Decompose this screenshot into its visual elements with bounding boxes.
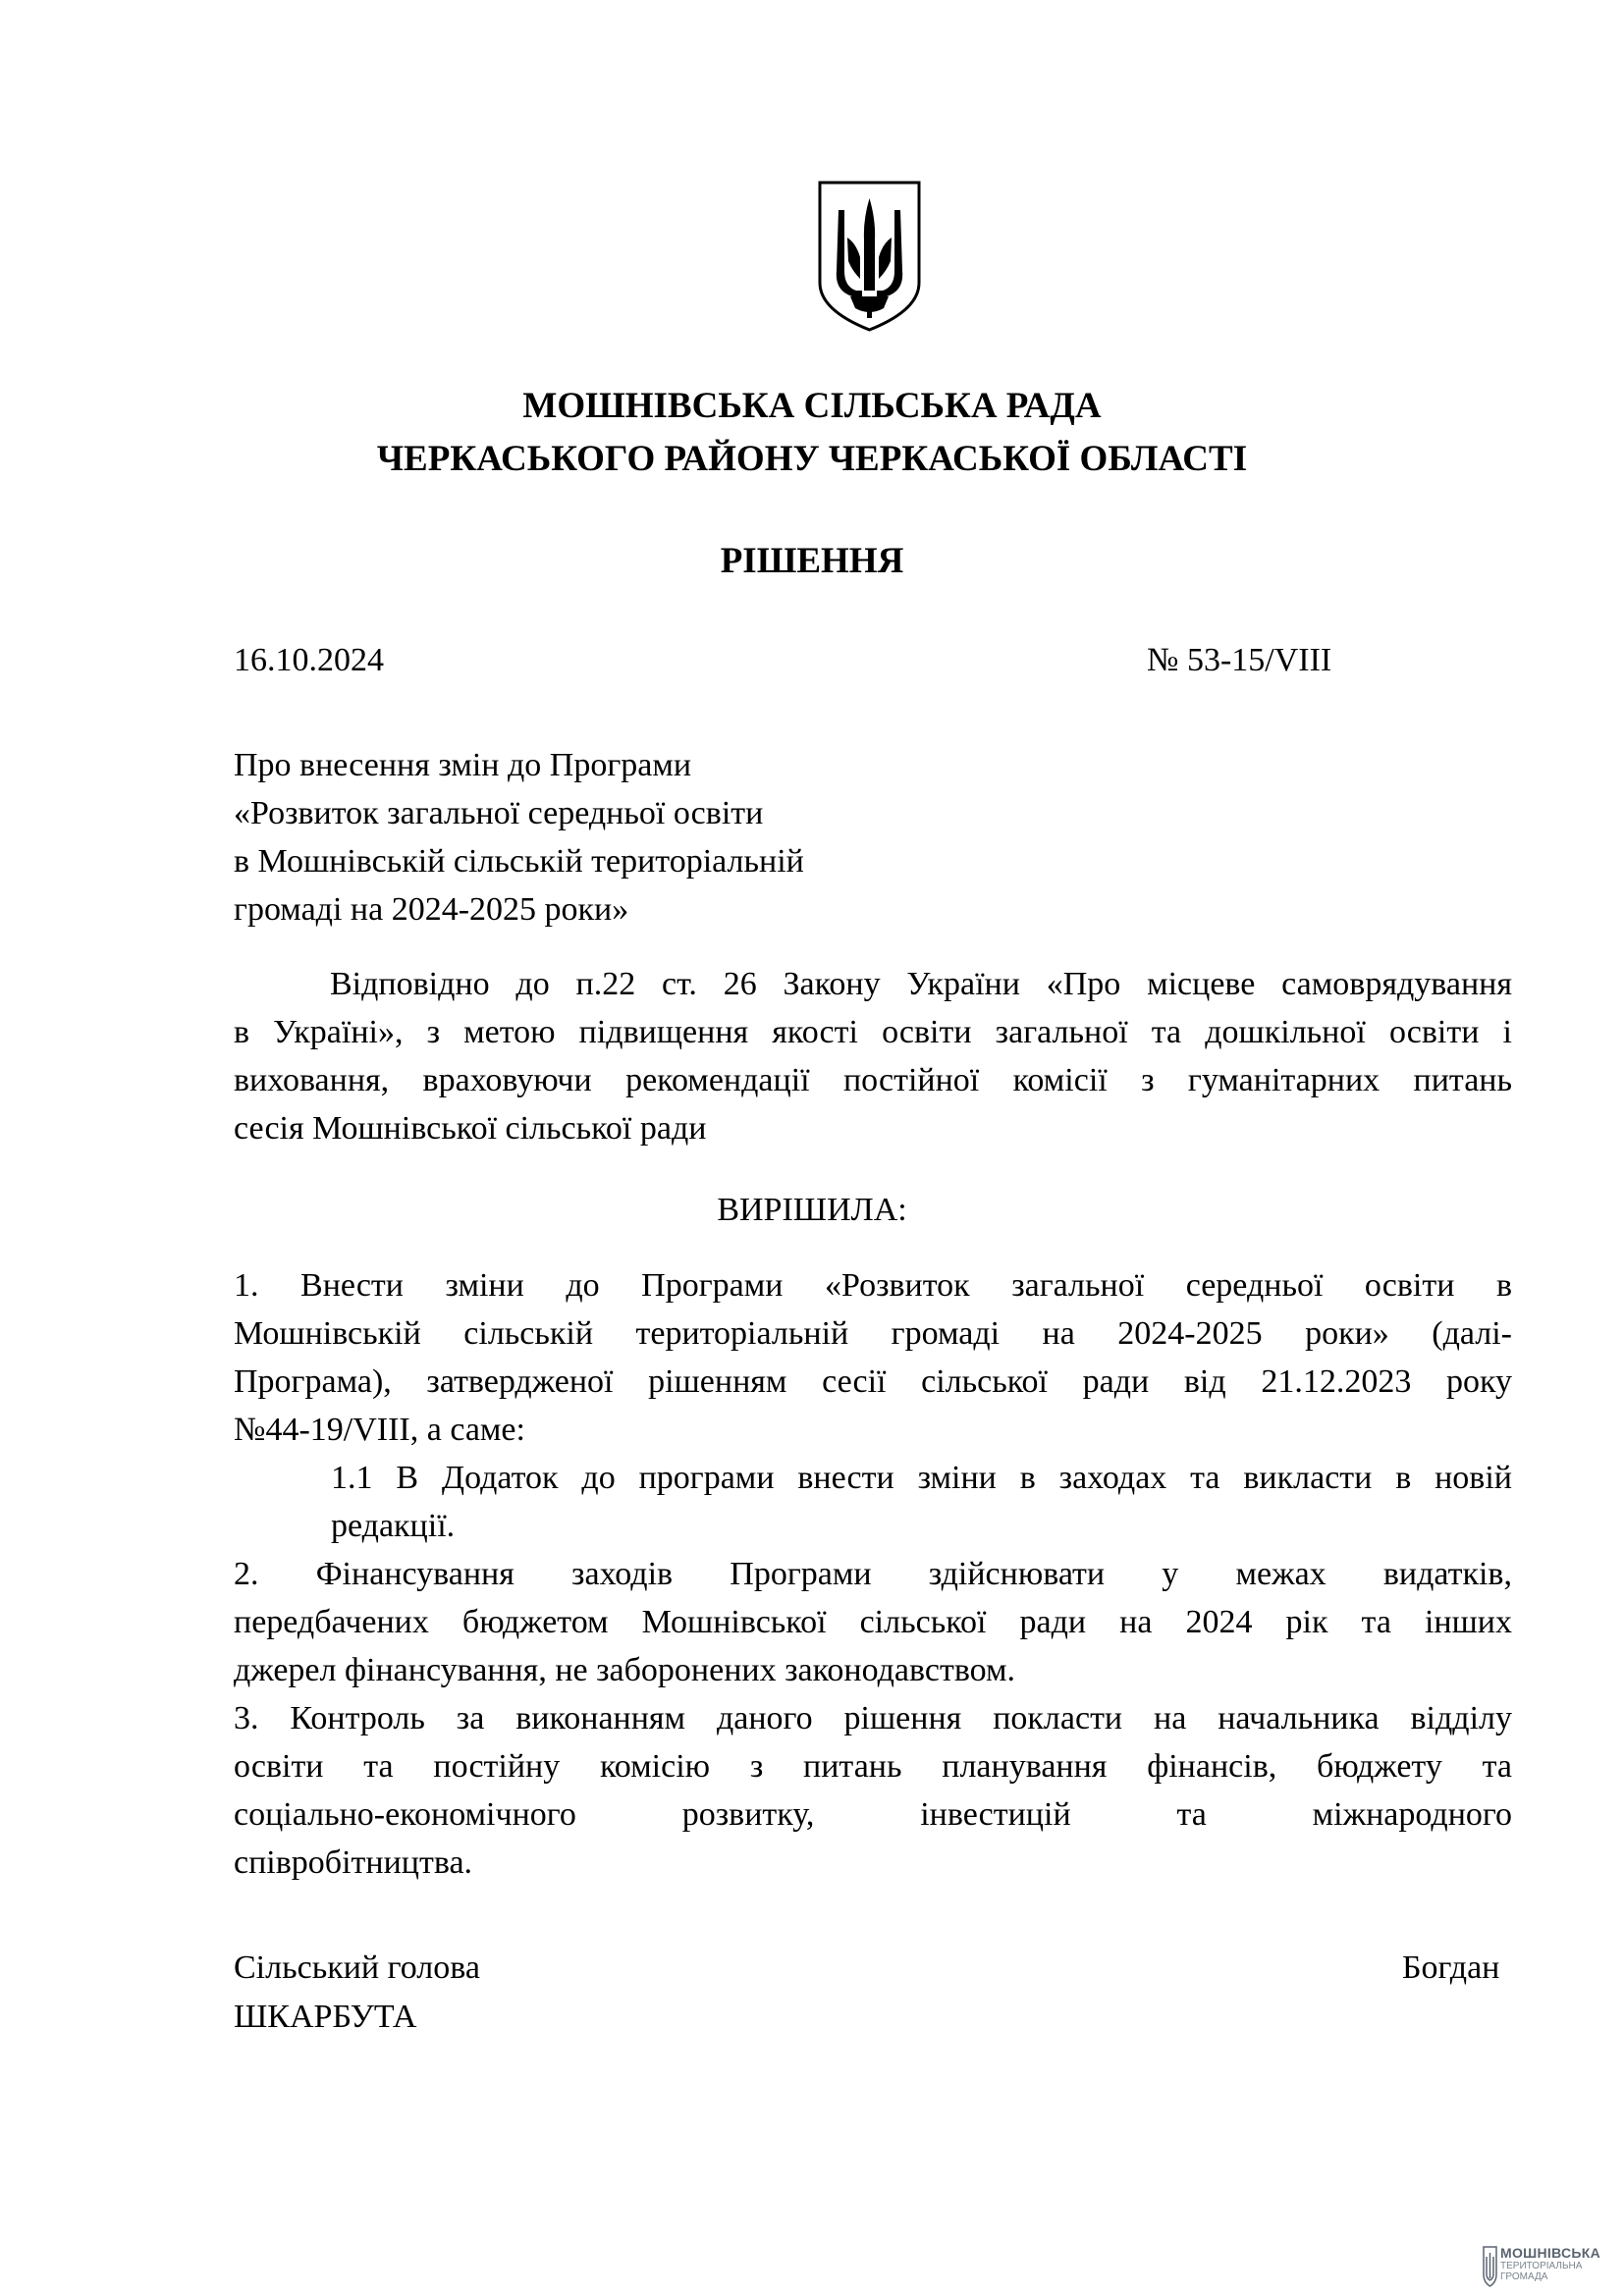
subject-line: в Мошнівській сільській територіальній — [234, 843, 804, 880]
logo-line: МОШНІВСЬКА — [1500, 2245, 1601, 2261]
item-1-1 — [234, 1454, 1512, 1550]
preamble-line: Відповідно до п.22 ст. 26 Закону України «Про місцеве самоврядування — [330, 966, 1512, 1002]
preamble-line: в Україні», з метою підвищення якості освіти загальної та дошкільної освіти і — [234, 1014, 1512, 1050]
signature-first-name: Богдан — [1402, 1949, 1500, 1986]
logo-line: ТЕРИТОРІАЛЬНА — [1500, 2261, 1583, 2271]
trident-coat-of-arms-icon — [817, 181, 922, 332]
item-line: 1.1 В Додаток до програми внести зміни в заходах та викласти в новій — [331, 1460, 1512, 1496]
item-line: редакції. — [331, 1508, 456, 1544]
item-line: 1. Внести зміни до Програми «Розвиток загальної середньої освіти в — [234, 1267, 1512, 1304]
item-line: передбачених бюджетом Мошнівської сільської ради на 2024 рік та інших — [234, 1604, 1512, 1640]
community-logo-text — [1500, 2246, 1600, 2282]
preamble-line: виховання, враховуючи рекомендації постійної комісії з гуманітарних питань — [234, 1062, 1512, 1098]
item-line: 3. Контроль за виконанням даного рішення покласти на начальника відділу — [234, 1700, 1512, 1736]
decision-number: № 53-15/VIII — [1147, 642, 1332, 678]
item-2 — [234, 1550, 1512, 1694]
council-name: МОШНІВСЬКА СІЛЬСЬКА РАДА — [522, 386, 1102, 426]
item-line: Мошнівській сільській територіальній громаді на 2024-2025 роки» (далі- — [234, 1315, 1512, 1352]
item-line: Програма), затвердженої рішенням сесії сільської ради від 21.12.2023 року — [234, 1363, 1512, 1400]
item-1 — [234, 1261, 1512, 1454]
item-line: 2. Фінансування заходів Програми здійснювати у межах видатків, — [234, 1556, 1512, 1592]
signature-title: Сільський голова — [234, 1949, 480, 1986]
item-line: №44-19/VIII, а саме: — [234, 1412, 525, 1448]
logo-line: ГРОМАДА — [1500, 2271, 1548, 2282]
decision-items — [234, 1261, 1512, 1887]
subject-line: «Розвиток загальної середньої освіти — [234, 795, 764, 831]
item-line: освіти та постійну комісію з питань планування фінансів, бюджету та — [234, 1748, 1512, 1785]
document-type-title: РІШЕННЯ — [720, 541, 904, 581]
council-district: ЧЕРКАСЬКОГО РАЙОНУ ЧЕРКАСЬКОЇ ОБЛАСТІ — [376, 439, 1248, 479]
item-line: соціально-економічного розвитку, інвестицій та міжнародного — [234, 1796, 1512, 1833]
decided-heading: ВИРІШИЛА: — [717, 1192, 907, 1228]
decision-date: 16.10.2024 — [234, 642, 384, 678]
item-3 — [234, 1694, 1512, 1887]
subject-line: громаді на 2024-2025 роки» — [234, 891, 629, 928]
signature-surname: ШКАРБУТА — [234, 1999, 417, 2035]
decision-subject — [234, 741, 1117, 934]
item-line: джерел фінансування, не заборонених законодавством. — [234, 1652, 1016, 1688]
item-line: співробітництва. — [234, 1844, 473, 1881]
subject-line: Про внесення змін до Програми — [234, 747, 692, 783]
preamble-line: сесія Мошнівської сільської ради — [234, 1110, 707, 1147]
preamble-paragraph — [234, 960, 1512, 1152]
